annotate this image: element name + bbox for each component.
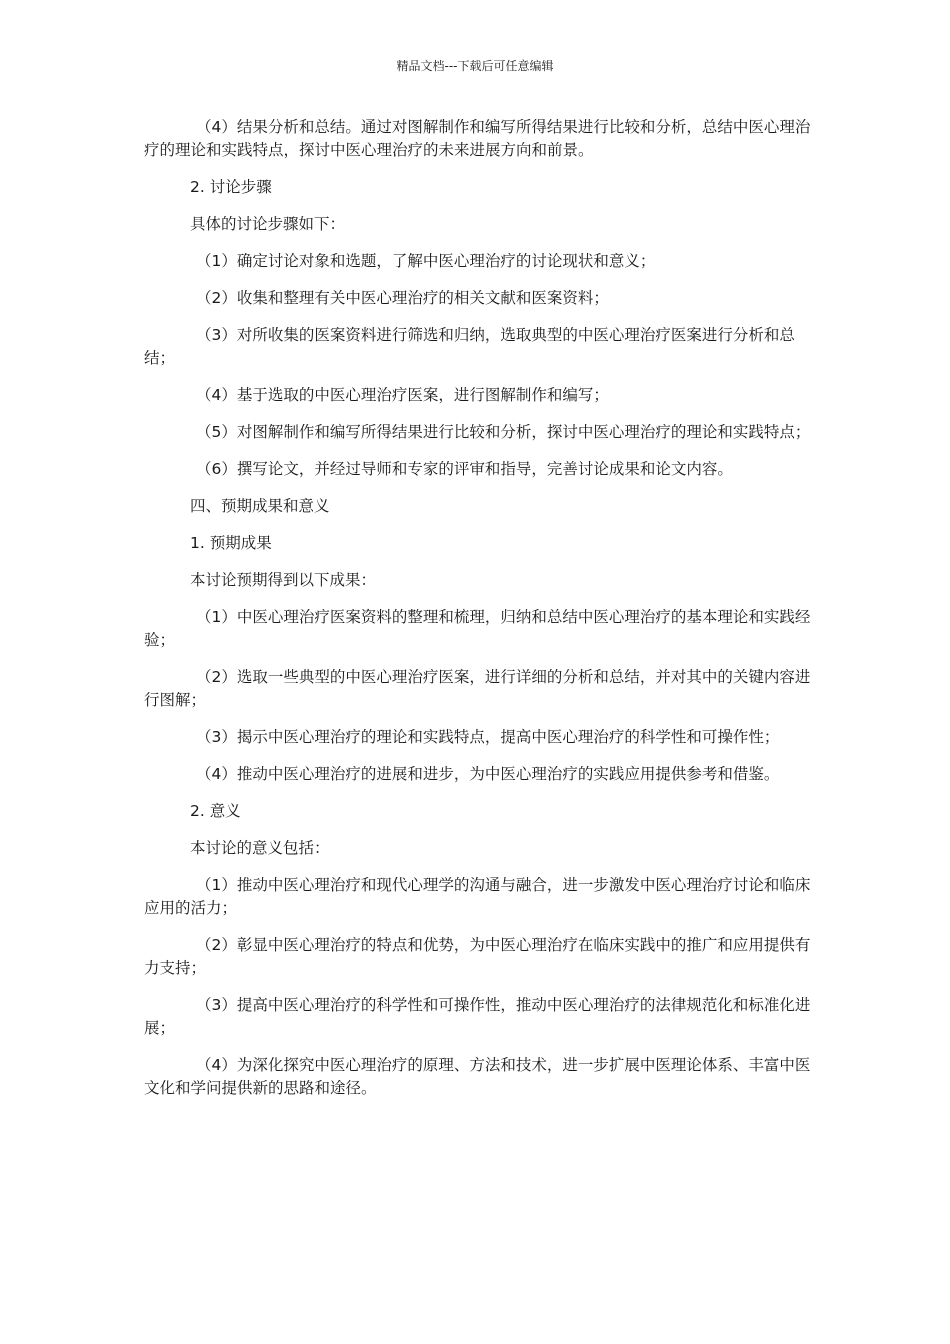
list-item: （4）基于选取的中医心理治疗医案，进行图解制作和编写； bbox=[196, 386, 609, 404]
chapter-heading: 四、预期成果和意义 bbox=[190, 497, 330, 515]
list-item: （4）为深化探究中医心理治疗的原理、方法和技术，进一步扩展中医理论体系、丰富中医文化和学问提供新的思路和途径。 bbox=[144, 1056, 811, 1097]
list-item: （2）彰显中医心理治疗的特点和优势，为中医心理治疗在临床实践中的推广和应用提供有力支持； bbox=[144, 936, 811, 977]
list-item: （1）确定讨论对象和选题，了解中医心理治疗的讨论现状和意义； bbox=[196, 252, 656, 270]
paragraph: 具体的讨论步骤如下： bbox=[190, 215, 346, 233]
list-item: （1）推动中医心理治疗和现代心理学的沟通与融合，进一步激发中医心理治疗讨论和临床应用的活力； bbox=[144, 876, 811, 917]
list-item: （2）收集和整理有关中医心理治疗的相关文献和医案资料； bbox=[196, 289, 609, 307]
paragraph: （4）结果分析和总结。通过对图解制作和编写所得结果进行比较和分析，总结中医心理治疗的理论和实践特点，探讨中医心理治疗的未来进展方向和前景。 bbox=[144, 118, 811, 159]
page-header: 精品文档---下载后可任意编辑 bbox=[396, 59, 554, 73]
paragraph: 本讨论预期得到以下成果： bbox=[190, 571, 377, 589]
list-item: （3）揭示中医心理治疗的理论和实践特点，提高中医心理治疗的科学性和可操作性； bbox=[196, 728, 780, 746]
section-heading: 1. 预期成果 bbox=[190, 534, 272, 552]
section-heading: 2. 讨论步骤 bbox=[190, 178, 272, 196]
document-body bbox=[144, 116, 812, 1114]
list-item: （6）撰写论文，并经过导师和专家的评审和指导，完善讨论成果和论文内容。 bbox=[196, 460, 733, 478]
list-item: （3）对所收集的医案资料进行筛选和归纳，选取典型的中医心理治疗医案进行分析和总结； bbox=[144, 326, 795, 367]
list-item: （5）对图解制作和编写所得结果进行比较和分析，探讨中医心理治疗的理论和实践特点； bbox=[196, 423, 811, 441]
list-item: （4）推动中医心理治疗的进展和进步，为中医心理治疗的实践应用提供参考和借鉴。 bbox=[196, 765, 780, 783]
list-item: （3）提高中医心理治疗的科学性和可操作性，推动中医心理治疗的法律规范化和标准化进展； bbox=[144, 996, 811, 1037]
list-item: （1）中医心理治疗医案资料的整理和梳理，归纳和总结中医心理治疗的基本理论和实践经验； bbox=[144, 608, 811, 649]
paragraph: 本讨论的意义包括： bbox=[190, 839, 330, 857]
section-heading: 2. 意义 bbox=[190, 802, 241, 820]
list-item: （2）选取一些典型的中医心理治疗医案，进行详细的分析和总结，并对其中的关键内容进行图解； bbox=[144, 668, 811, 709]
